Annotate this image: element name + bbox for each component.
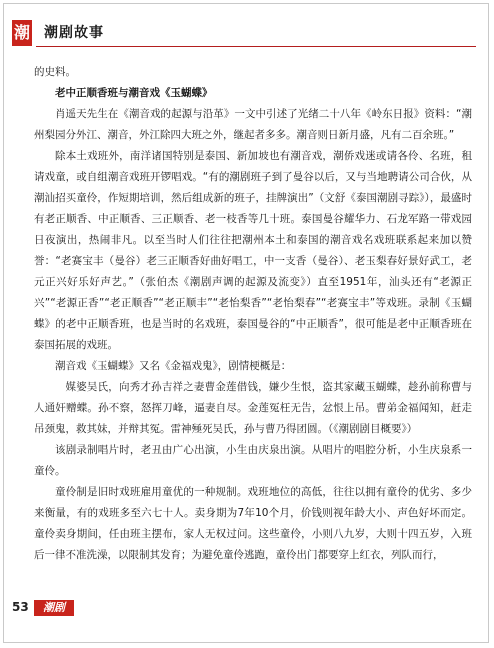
header-logo: 潮: [12, 20, 32, 46]
section-heading: 老中正顺香班与潮音戏《玉蝴蝶》: [55, 87, 213, 99]
paragraph: 潮音戏《玉蝴蝶》又名《金福戏鬼》，剧情梗概是：: [55, 360, 292, 372]
paragraph: 该剧录制唱片时，老丑由广心出演，小生由庆泉出演。从唱片的唱腔分析，小生庆泉系一童伶。: [34, 444, 472, 477]
footer-logo: 潮剧: [34, 600, 74, 616]
paragraph: 肖遥天先生在《潮音戏的起源与沿革》一文中引述了光绪二十八年《岭东日报》资料：“潮州梨园分外江、潮音，外江除四大班之外，继起者多多。潮音则日新月盛，凡有二百余班。”: [34, 108, 472, 141]
plot-summary: 媒婆吴氏，向秀才孙吉祥之妻曹金莲借钱，嫌少生恨，盗其家藏玉蝴蝶，趁孙前称曹与人通奸赠蝶。孙不察，怒挥刀峰，逼妻自尽。金莲冤枉无告，忿恨上吊。曹弟金福闻知，赶走吊颈鬼，救其妹，并辩其冤。雷神殛死吴氏，孙与曹乃得团圆。（《潮剧剧目概要》）: [34, 381, 472, 435]
article-body: [34, 62, 472, 566]
paragraph: 除本土戏班外，南洋诸国特别是泰国、新加坡也有潮音戏，潮侨戏迷或请各伶、名班，租请戏童，或自组潮音戏班开锣唱戏。“有的潮剧班子到了曼谷以后，又与当地聘请公司合伙，从潮汕招买童伶，作短期培训，然后组成新的班子，挂牌演出”（文舒《泰国潮剧寻踪》），最盛时有老正顺香、中正顺香、三正顺香、老一枝香等几十班。泰国曼谷耀华力、石龙军路一带戏园日夜演出，热闹非凡。以至当时人们往往把潮州本土和泰国的潮音戏名戏班联系起来加以赞誉：“老赛宝丰（曼谷）老三正顺香好曲好唱工，中一支香（曼谷）、老玉梨春好景好武工，老元正兴好乐好声艺。”（张伯杰《潮剧声调的起源及流变》）直至1951年，汕头还有“老源正兴”“老源正香”“老正顺香”“老正顺丰”“老怡梨香”“老怡梨春”“老赛宝丰”等戏班。录制《玉蝴蝶》的老中正顺香班，也是当时的名戏班，泰国曼谷的“中正顺香”，很可能是老中正顺香班在泰国拓展的戏班。: [34, 150, 472, 351]
page-header-title: 潮剧故事: [44, 25, 104, 41]
paragraph: 的史料。: [34, 66, 76, 78]
paragraph: 童伶制是旧时戏班雇用童优的一种规制。戏班地位的高低，往往以拥有童伶的优劣、多少来衡量，有的戏班多至六七十人。卖身期为7年10个月，价钱则视年龄大小、声色好坏而定。童伶卖身期间，任由班主摆布，家人无权过问。这些童伶，小则八九岁，大则十四五岁，入班后一律不准洗澡，以限制其发育；为避免童伶逃跑，童伶出门都要穿上红衣，列队而行，: [34, 486, 472, 561]
header-divider: [36, 46, 476, 47]
page-number: 53: [12, 600, 29, 614]
